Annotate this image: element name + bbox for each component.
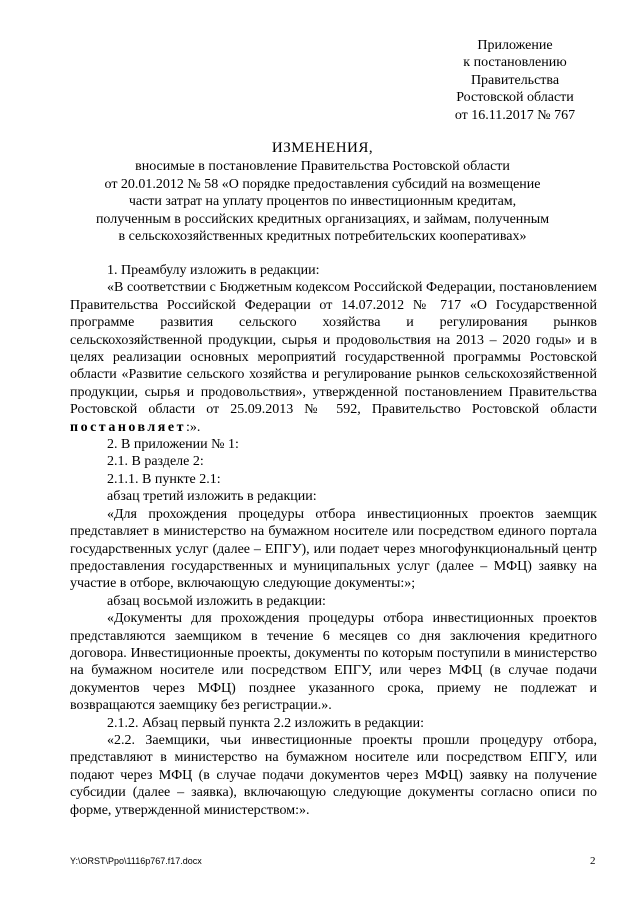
document-title xyxy=(70,140,575,245)
annex-line: Приложение xyxy=(477,38,553,53)
title-heading: ИЗМЕНЕНИЯ, xyxy=(271,140,374,156)
title-line: от 20.01.2012 № 58 «О порядке предоставления субсидий на возмещение xyxy=(104,176,541,192)
title-line: в сельскохозяйственных кредитных потребительских кооперативах» xyxy=(118,229,527,245)
paragraph: «2.2. Заемщики, чьи инвестиционные проекты прошли процедуру отбора, представляют в министерство на бумажном носителе или посредством ЕПГУ, или подают через МФЦ (в случае подачи документов через МФЦ) заявку на получение субсидии (далее – заявка), включающую следующие документы согласно описи по форме, утвержденной министерством:». xyxy=(70,732,597,818)
annex-line: Правительства xyxy=(470,72,560,88)
annex-line: Ростовской области xyxy=(456,90,574,106)
file-path: Y:\ORST\Ppo\1116p767.f17.docx xyxy=(70,856,202,866)
preamble-text: «В соответствии с Бюджетным кодексом Российской Федерации, постановлением Правительства Российской Федерации от 14.07.2012 № 717 «О Государственной программе развития сельского хозяйства и регулирования рынков сельскохозяйственной продукции, сырья и продовольствия на 2013 – 2020 годы» и в целях реализации основных мероприятий государственной программы Ростовской области «Развитие сельского хозяйства и регулирование рынков сельскохозяйственной продукции, сырья и продовольствия», утвержденной постановлением Правительства Ростовской области от 25.09.2013 № 592, Правительство Ростовской области xyxy=(70,280,597,418)
paragraph: «Документы для прохождения процедуры отбора инвестиционных проектов представляются заемщиком в течение 6 месяцев со дня заключения кредитного договора. Инвестиционные проекты, документы по которым поступили в министерство на бумажном носителе или посредством ЕПГУ, или через МФЦ (в случае подачи документов через МФЦ) позднее указанного срока, приему не подлежат и возвращаются заемщику без регистрации.». xyxy=(70,611,597,714)
title-line: вносимые в постановление Правительства Ростовской области xyxy=(135,159,510,175)
annex-line: от 16.11.2017 № 767 xyxy=(454,107,576,123)
paragraph: 2.1. В разделе 2: xyxy=(107,454,204,470)
paragraph: 2. В приложении № 1: xyxy=(107,437,239,453)
title-line: части затрат на уплату процентов по инвестиционным кредитам, xyxy=(128,194,517,210)
emphasis-word: постановляет xyxy=(70,419,186,435)
paragraph: абзац восьмой изложить в редакции: xyxy=(107,593,326,609)
paragraph-preamble xyxy=(70,279,597,436)
annex-block xyxy=(420,37,610,124)
paragraph: 2.1.1. В пункте 2.1: xyxy=(107,471,221,487)
annex-line: к постановлению xyxy=(463,55,567,71)
paragraph: 2.1.2. Абзац первый пункта 2.2 изложить в редакции: xyxy=(107,715,425,731)
paragraph: 1. Преамбулу изложить в редакции: xyxy=(107,263,320,278)
page-number: 2 xyxy=(590,855,596,867)
preamble-tail: :». xyxy=(185,419,201,435)
document-body xyxy=(70,262,597,819)
paragraph: «Для прохождения процедуры отбора инвестиционных проектов заемщик представляет в министерство на бумажном носителе или посредством единого портала государственных услуг (далее – ЕПГУ), или подает через многофункциональный центр предоставления государственных и муниципальных услуг (далее – МФЦ) заявку на участие в отборе, включающую следующие документы:»; xyxy=(70,506,597,592)
title-line: полученным в российских кредитных организациях, и займам, полученным xyxy=(95,211,550,227)
paragraph: абзац третий изложить в редакции: xyxy=(107,489,317,505)
